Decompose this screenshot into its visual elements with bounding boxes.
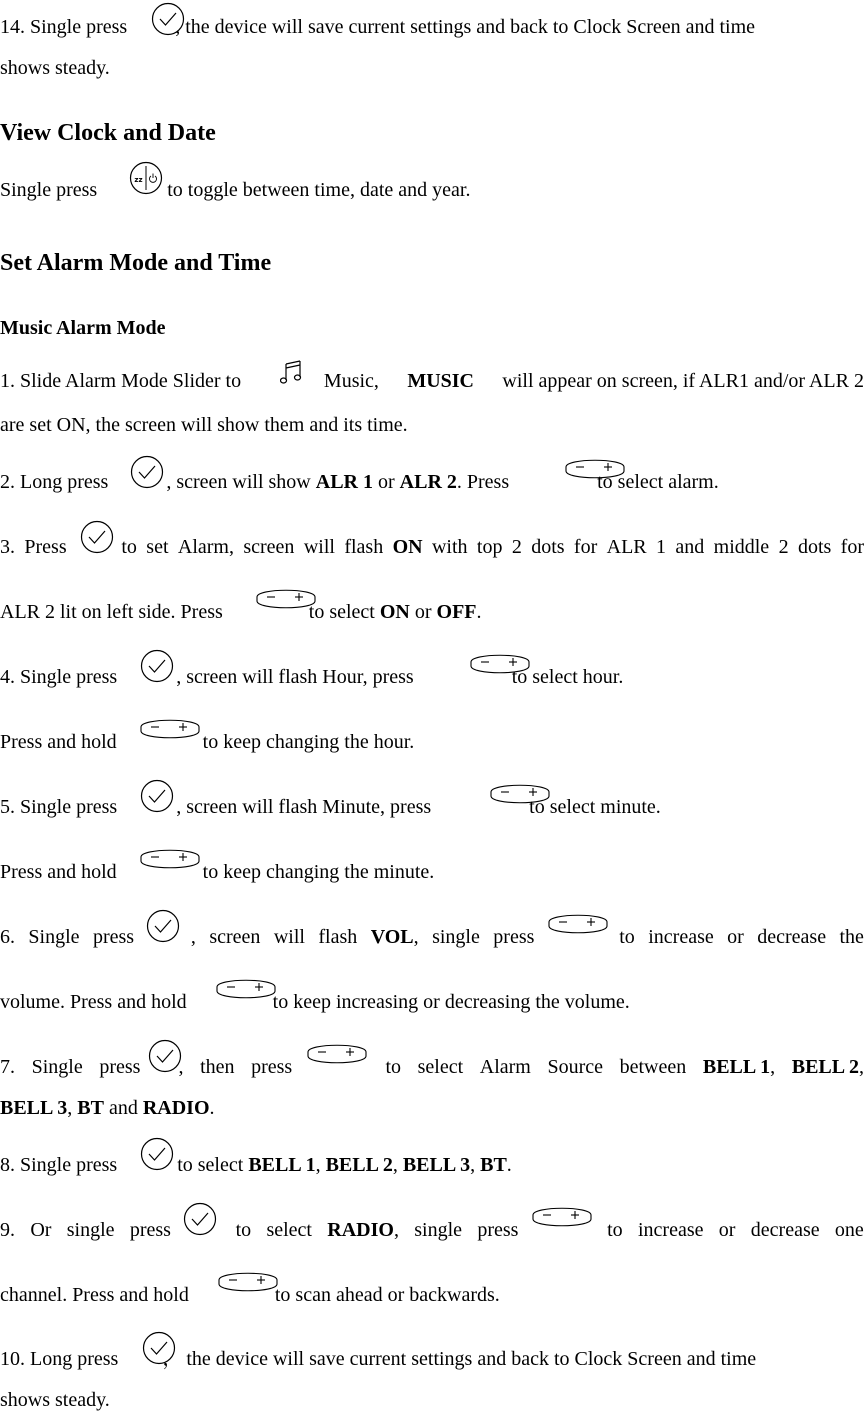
minus-plus-pill-icon: [470, 649, 530, 681]
check-circle-icon: [151, 2, 185, 36]
section-heading-view-clock: View Clock and Date: [0, 120, 216, 146]
step1-line1: 1. Slide Alarm Mode Slider to Music, MUSIC will appear on screen, if ALR1 and/or ALR 2: [0, 370, 864, 392]
check-circle-icon: [183, 1202, 217, 1236]
check-circle-icon: [80, 520, 114, 554]
check-circle-icon: [140, 779, 174, 813]
step5-hold-line: Press and hold to keep changing the minute.: [0, 861, 435, 883]
snooze-label: zz: [134, 176, 143, 184]
section-heading-set-alarm: Set Alarm Mode and Time: [0, 250, 272, 276]
music-note-icon: [280, 359, 306, 387]
minus-plus-pill-icon: [216, 974, 276, 1006]
step6-line1: 6. Single press , screen will flash VOL, single press to increase or decrease the: [0, 926, 864, 948]
minus-plus-pill-icon: [140, 714, 200, 746]
step14-line1: 14. Single press , the device will save current settings and back to Clock Screen and time: [0, 16, 756, 38]
minus-plus-pill-icon: [256, 584, 316, 616]
step14-line2: shows steady.: [0, 57, 110, 79]
minus-plus-pill-icon: [532, 1202, 592, 1234]
check-circle-icon: [130, 455, 164, 489]
step1-line2: are set ON, the screen will show them and its time.: [0, 414, 408, 436]
check-circle-icon: [148, 1039, 182, 1073]
step6-line2: volume. Press and hold to keep increasing or decreasing the volume.: [0, 991, 630, 1013]
step10-line1: 10. Long press ， the device will save current settings and back to Clock Screen and time: [0, 1348, 757, 1370]
step3-line2: ALR 2 lit on left side. Press to select ON or OFF.: [0, 601, 482, 623]
check-circle-icon: [140, 1137, 174, 1171]
minus-plus-pill-icon: [307, 1039, 367, 1071]
minus-plus-pill-icon: [548, 909, 608, 941]
step4-line: 4. Single press , screen will flash Hour, press to select hour.: [0, 666, 624, 688]
view-clock-line: Single press to toggle between time, date and year.: [0, 179, 471, 201]
snooze-power-icon: [129, 161, 163, 195]
step7-line2: BELL 3, BT and RADIO.: [0, 1097, 215, 1119]
step2-line: 2. Long press , screen will show ALR 1 or ALR 2. Press to select alarm.: [0, 471, 719, 493]
step4-hold-line: Press and hold to keep changing the hour.: [0, 731, 415, 753]
check-circle-icon: [146, 909, 180, 943]
minus-plus-pill-icon: [218, 1267, 278, 1299]
check-circle-icon: [140, 649, 174, 683]
step7-line1: 7. Single press , then press to select Alarm Source between BELL 1, BELL 2,: [0, 1056, 864, 1078]
step8-line: 8. Single press to select BELL 1, BELL 2, BELL 3, BT.: [0, 1154, 512, 1176]
check-circle-icon: [142, 1331, 176, 1365]
minus-plus-pill-icon: [565, 454, 625, 486]
subheading-music-alarm-mode: Music Alarm Mode: [0, 317, 166, 339]
step10-line2: shows steady.: [0, 1389, 110, 1411]
minus-plus-pill-icon: [140, 844, 200, 876]
step5-line: 5. Single press , screen will flash Minute, press to select minute.: [0, 796, 661, 818]
step3-line1: 3. Press to set Alarm, screen will flash ON with top 2 dots for ALR 1 and middle 2 dots for: [0, 536, 864, 558]
step9-line2: channel. Press and hold to scan ahead or backwards.: [0, 1284, 500, 1306]
minus-plus-pill-icon: [490, 779, 550, 811]
step9-line1: 9. Or single press to select RADIO, single press to increase or decrease one: [0, 1219, 864, 1241]
